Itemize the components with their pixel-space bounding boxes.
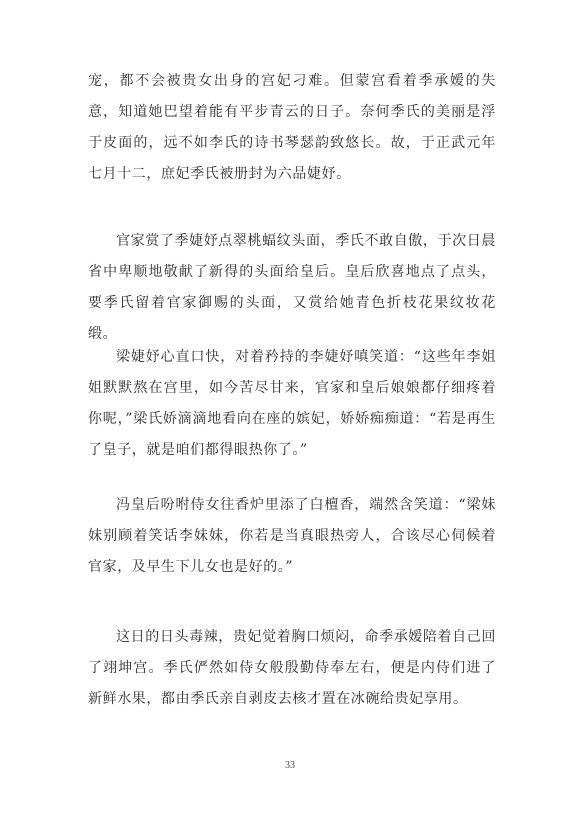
paragraph-text: 宠，都不会被贵女出身的宫妃刁难。但蒙宫看着季承嫒的失意，知道她巴望着能有平步青云的日子。奈何季氏的美丽是浮于皮面的，远不如李氏的诗书琴瑟韵致悠长。故，于正武元年七月十二，庶妃季氏被册封为六品婕妤。 — [88, 73, 496, 182]
paragraph-3 — [88, 342, 496, 466]
paragraph-4 — [88, 490, 496, 583]
paragraph-5 — [88, 622, 496, 715]
paragraph-text: 梁婕妤心直口快，对着矜持的李婕妤嗔笑道：“这些年李姐姐默默熬在宫里，如今苦尽甘来，官家和皇后娘娘都仔细疼着你呢，”梁氏娇滴滴地看向在座的嫔妃，娇娇痴痴道：“若是再生了皇子，就是咱们都得眼热你了。” — [88, 349, 496, 458]
paragraph-1 — [88, 66, 496, 190]
paragraph-text: 冯皇后吩咐侍女往香炉里添了白檀香，端然含笑道：“梁妹妹别顾着笑话李妹妹，你若是当真眼热旁人，合该尽心伺候着官家，及早生下儿女也是好的。” — [88, 497, 496, 575]
paragraph-text: 这日的日头毒辣，贵妃觉着胸口烦闷，命季承嫒陪着自己回了翊坤宫。季氏俨然如侍女般殷勤侍奉左右，便是内侍们进了新鲜水果，都由季氏亲自剥皮去核才置在冰碗给贵妃享用。 — [88, 629, 496, 707]
page-number: 33 — [285, 760, 295, 771]
paragraph-2 — [88, 226, 496, 350]
paragraph-text: 官家赏了季婕妤点翠桃蝠纹头面，季氏不敢自傲，于次日晨省中卑顺地敬献了新得的头面给皇后。皇后欣喜地点了点头，要季氏留着官家御赐的头面，又赏给她青色折枝花果纹妆花缎。 — [88, 233, 496, 342]
